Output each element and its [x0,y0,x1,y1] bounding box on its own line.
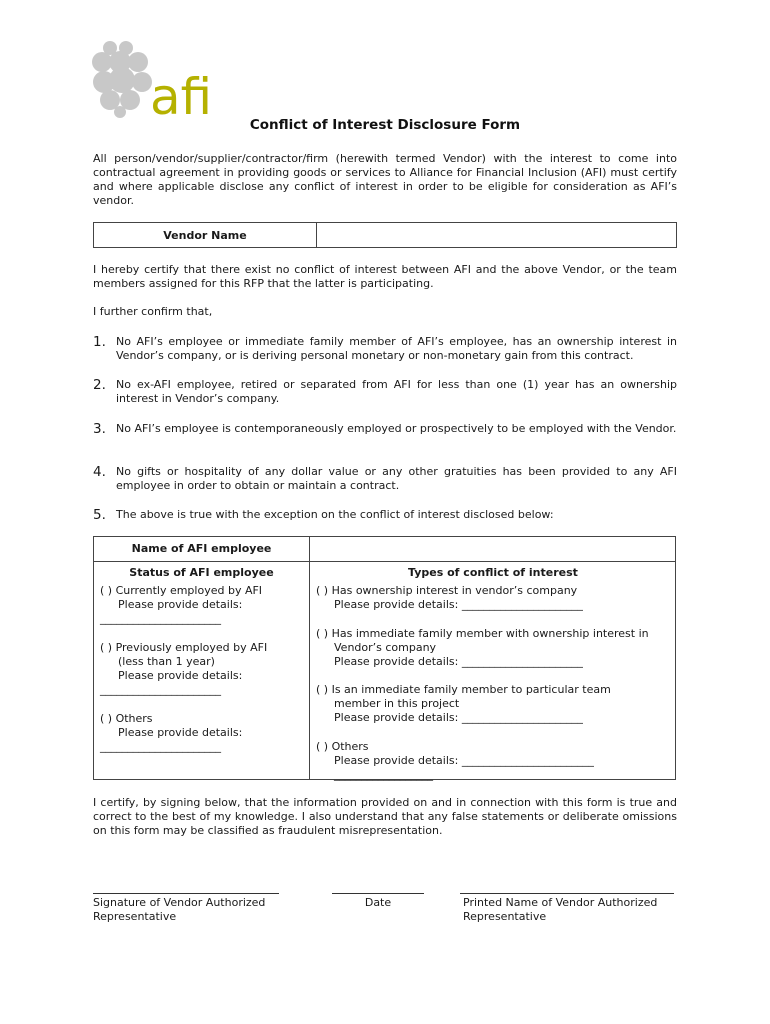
item-number: 5. [93,507,106,523]
date-line[interactable] [332,893,424,894]
list-item [93,378,677,406]
name-label: Name of AFI employee [131,542,272,555]
further-confirm: I further confirm that, [93,305,213,318]
list-item [93,422,677,436]
page-title: Conflict of Interest Disclosure Form [249,117,521,133]
list-item [93,335,677,363]
status-option-previous[interactable]: ( ) Previously employed by AFI (less than 1 year) Please provide details: ______________________ [100,641,268,696]
signature-label: Signature of Vendor Authorized Representative [93,896,266,923]
vendor-name-box [93,222,677,248]
item-text: No AFI’s employee is contemporaneously employed or prospectively to be employed with the Vendor. [116,422,677,435]
vendor-name-field[interactable] [317,223,676,247]
item-text: No gifts or hospitality of any dollar value or any other gratuities has been provided to any AFI employee in order to obtain or maintain a contract. [116,465,677,492]
date-label: Date [364,896,392,909]
types-label: Types of conflict of interest [408,566,578,579]
type-option-ownership[interactable]: ( ) Has ownership interest in vendor’s company Please provide details: ______________________ [316,584,583,611]
list-item [93,508,677,522]
item-number: 3. [93,421,106,437]
item-text: No AFI’s employee or immediate family member of AFI’s employee, has an ownership interest in Vendor’s company, or is deriving personal monetary or non-monetary gain from this contract. [116,335,677,362]
certify-statement: I hereby certify that there exist no conflict of interest between AFI and the above Vendor, or the team members assigned for this RFP that the latter is participating. [93,263,677,290]
employee-name-field[interactable] [310,537,676,561]
signature-line[interactable] [93,893,279,894]
status-label: Status of AFI employee [129,566,274,579]
status-option-others[interactable]: ( ) Others Please provide details: ______________________ [100,712,243,753]
item-text: No ex-AFI employee, retired or separated from AFI for less than one (1) year has an ownership interest in Vendor’s company. [116,378,677,405]
final-certification: I certify, by signing below, that the information provided on and in connection with this form is true and correct to the best of my knowledge. I also understand that any false statements or deliberate omissions on this form may be classified as fraudulent misrepresentation. [93,796,677,837]
afi-logo [90,40,230,120]
status-option-current[interactable]: ( ) Currently employed by AFI Please provide details: ______________________ [100,584,263,625]
item-number: 4. [93,464,106,480]
item-number: 1. [93,334,106,350]
vendor-name-label: Vendor Name [94,223,317,247]
list-item [93,465,677,493]
intro-paragraph: All person/vendor/supplier/contractor/firm (herewith termed Vendor) with the interest to come into contractual agreement in providing goods or services to Alliance for Financial Inclusion (AFI) must certify and where applicable disclose any conflict of interest in order to be eligible for consideration as AFI’s vendor. [93,152,677,207]
printed-name-label: Printed Name of Vendor Authorized Representative [463,896,658,923]
type-option-family-member[interactable]: ( ) Is an immediate family member to particular team member in this project Please provide details: ______________________ [316,683,611,724]
conflict-table [93,536,676,780]
printed-name-line[interactable] [460,893,674,894]
type-option-family-ownership[interactable]: ( ) Has immediate family member with ownership interest in Vendor’s company Please provide details: ______________________ [316,627,649,668]
item-number: 2. [93,377,106,393]
item-text: The above is true with the exception on the conflict of interest disclosed below: [116,508,554,521]
logo-text: afi [150,68,213,120]
type-option-others[interactable]: ( ) Others Please provide details: ________________________ __________________ [316,740,594,781]
